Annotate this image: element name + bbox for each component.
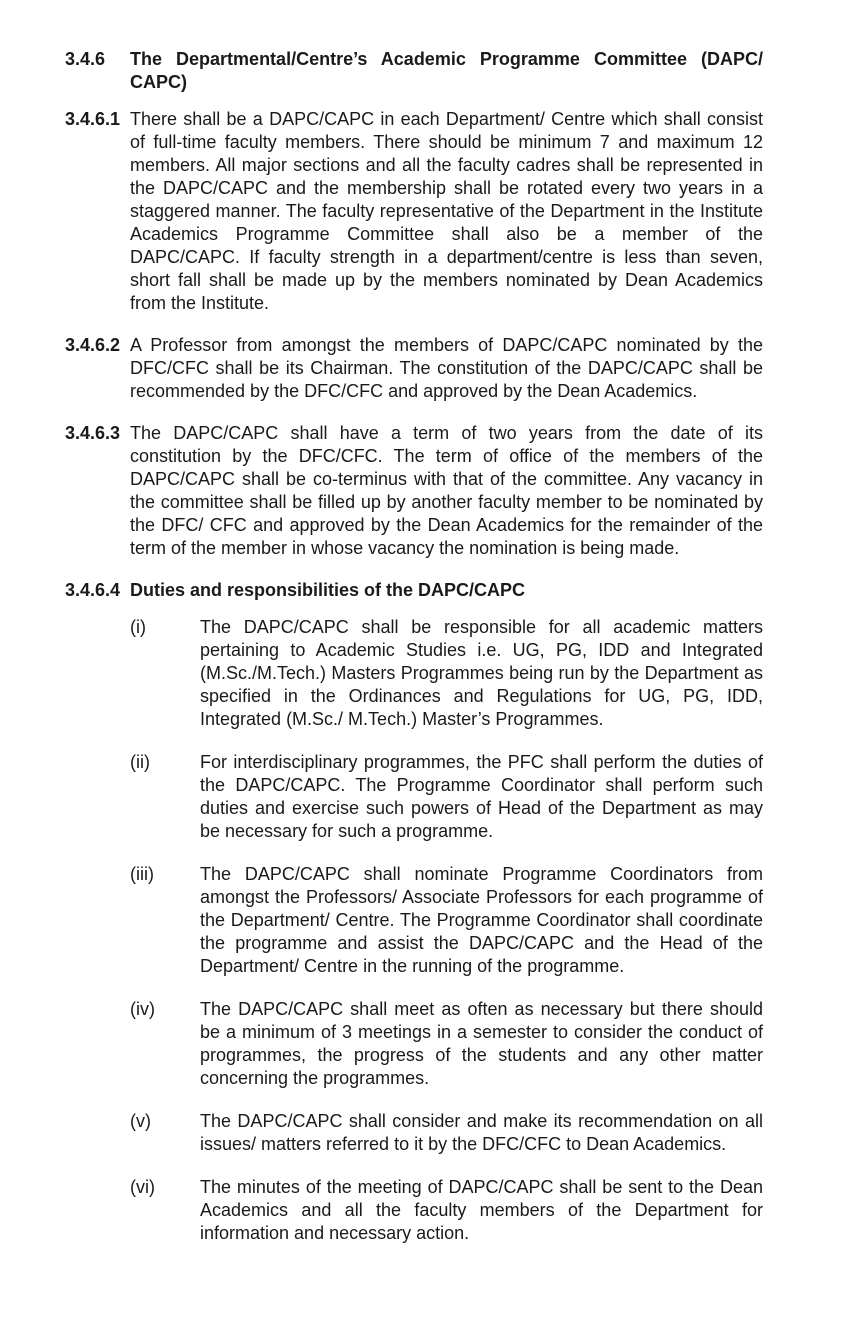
section-paragraph: A Professor from amongst the members of DAPC/CAPC nominated by the DFC/CFC shall be its Chairman. The constitution of the DAPC/CAPC shall be recommended by the DFC/CFC and approved by the Dean Academics. [130,335,763,401]
list-item-text: For interdisciplinary programmes, the PFC shall perform the duties of the DAPC/CAPC. The Programme Coordinator shall perform such duties and exercise such powers of Head of the Department as may be necessary for such a programme. [200,752,763,841]
list-item-text: The DAPC/CAPC shall meet as often as necessary but there should be a minimum of 3 meetings in a semester to consider the conduct of programmes, the progress of the students and any other matter concerning the programmes. [200,999,763,1088]
section-3-4-6-4 [65,579,763,602]
section-3-4-6 [65,48,763,94]
list-item-label: (iii) [130,864,154,884]
section-number: 3.4.6 [65,49,106,69]
list-item-label: (iv) [130,999,155,1019]
section-3-4-6-2 [65,334,763,403]
list-item-label: (vi) [130,1177,155,1197]
list-item-iv [130,998,763,1090]
section-number: 3.4.6.2 [65,335,121,355]
list-item-v [130,1110,763,1156]
section-number: 3.4.6.1 [65,109,121,129]
section-3-4-6-1 [65,108,763,315]
list-item-iii [130,863,763,978]
section-subheading-text: Duties and responsibilities of the DAPC/CAPC [130,580,526,600]
list-item-ii [130,751,763,843]
list-item-text: The DAPC/CAPC shall consider and make its recommendation on all issues/ matters referred to it by the DFC/CFC to Dean Academics. [200,1111,763,1154]
duties-list [65,616,763,1245]
list-item-label: (v) [130,1111,151,1131]
section-heading-text: The Departmental/Centre’s Academic Programme Committee (DAPC/ CAPC) [130,49,763,92]
list-item-label: (ii) [130,752,150,772]
section-paragraph: There shall be a DAPC/CAPC in each Department/ Centre which shall consist of full-time faculty members. There should be minimum 7 and maximum 12 members. All major sections and all the faculty cadres shall be represented in the DAPC/CAPC and the membership shall be rotated every two years in a staggered manner. The faculty representative of the Department in the Institute Academics Programme Committee shall also be a member of the DAPC/CAPC. If faculty strength in a department/centre is less than seven, short fall shall be made up by the members nominated by Dean Academics from the Institute. [130,109,763,313]
list-item-text: The DAPC/CAPC shall nominate Programme Coordinators from amongst the Professors/ Associate Professors for each programme of the Department/ Centre. The Programme Coordinator shall coordinate the programme and assist the DAPC/CAPC and the Head of the Department/ Centre in the running of the programme. [200,864,763,976]
list-item-text: The DAPC/CAPC shall be responsible for all academic matters pertaining to Academic Studies i.e. UG, PG, IDD and Integrated (M.Sc./M.Tech.) Masters Programmes being run by the Department as specified in the Ordinances and Regulations for UG, PG, IDD, Integrated (M.Sc./ M.Tech.) Master’s Programmes. [200,617,763,729]
section-3-4-6-3 [65,422,763,560]
section-paragraph: The DAPC/CAPC shall have a term of two years from the date of its constitution by the DFC/CFC. The term of office of the members of the DAPC/CAPC shall be co-terminus with that of the committee. Any vacancy in the committee shall be filled up by another faculty member to be nominated by the DFC/ CFC and approved by the Dean Academics for the remainder of the term of the member in whose vacancy the nomination is being made. [130,423,763,558]
list-item-vi [130,1176,763,1245]
list-item-label: (i) [130,617,146,637]
section-number: 3.4.6.4 [65,580,121,600]
section-number: 3.4.6.3 [65,423,121,443]
list-item-i [130,616,763,731]
list-item-text: The minutes of the meeting of DAPC/CAPC shall be sent to the Dean Academics and all the faculty members of the Department for information and necessary action. [200,1177,763,1243]
